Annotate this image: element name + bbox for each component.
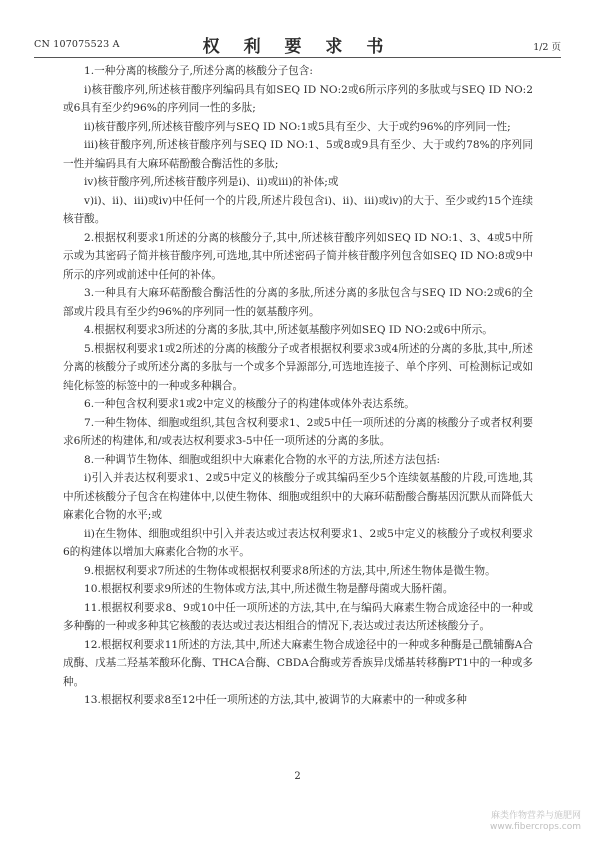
claims-body	[63, 62, 533, 710]
claim-subitem: i)引入并表达权利要求1、2或5中定义的核酸分子或其编码至少5个连续氨基酸的片段,可选地,其中所述核酸分子包含在构建体中,以使生物体、细胞或组织中的大麻环萜酚酸合酶基因沉默从而降低大麻素化合物的水平;或	[63, 472, 533, 521]
claim-paragraph: 3.一种具有大麻环萜酚酸合酶活性的分离的多肽,所述分离的多肽包含与SEQ ID NO:2或6的全部或片段具有至少约96%的序列同一性的氨基酸序列。	[63, 287, 533, 318]
claim-paragraph: 2.根据权利要求1所述的分离的核酸分子,其中,所述核苷酸序列如SEQ ID NO:1、3、4或5中所示或为其密码子简并核苷酸序列,可选地,其中所述密码子简并核苷酸序列包含如SEQ ID NO:8或9中所示的序列或前述中任何的补体。	[63, 231, 533, 281]
publication-number: CN 107075523 A	[34, 39, 120, 50]
claim-paragraph: 7.一种生物体、细胞或组织,其包含权利要求1、2或5中任一项所述的分离的核酸分子或者权利要求6所述的构建体,和/或表达权利要求3-5中任一项所述的分离的多肽。	[63, 416, 533, 447]
page-title: 权 利 要 求 书	[202, 37, 393, 57]
claim-paragraph: 8.一种调节生物体、细胞或组织中大麻素化合物的水平的方法,所述方法包括:	[84, 453, 441, 466]
claim-paragraph: 12.根据权利要求11所述的方法,其中,所述大麻素生物合成途径中的一种或多种酶是己酰辅酶A合成酶、戊基二羟基苯酸环化酶、THCA合酶、CBDA合酶或芳香族异戊烯基转移酶PT1中的一种或多种。	[63, 638, 533, 688]
page-number: 2	[294, 771, 301, 782]
claim-subitem: ii)核苷酸序列,所述核苷酸序列与SEQ ID NO:1或5具有至少、大于或约96%的序列同一性;	[84, 120, 511, 133]
watermark-url: www.fibercrops.com	[490, 822, 581, 832]
claim-paragraph: 5.根据权利要求1或2所述的分离的核酸分子或者根据权利要求3或4所述的分离的多肽,其中,所述分离的核酸分子或所述分离的多肽与一个或多个异源部分,可选地连接子、单个序列、可检测标记或如纯化标签的标签中的一种或多种耦合。	[63, 342, 533, 392]
claim-subitem: v)i)、ii)、iii)或iv)中任何一个的片段,所述片段包含i)、ii)、iii)或iv)的大于、至少或约15个连续核苷酸。	[63, 194, 533, 225]
claim-paragraph: 6.一种包含权利要求1或2中定义的核酸分子的构建体或体外表达系统。	[84, 398, 415, 410]
claim-subitem: iii)核苷酸序列,所述核苷酸序列与SEQ ID NO:1、5或8或9具有至少、大于或约78%的序列同一性并编码具有大麻环萜酚酸合酶活性的多肽;	[63, 139, 533, 170]
claim-subitem: ii)在生物体、细胞或组织中引入并表达或过表达权利要求1、2或5中定义的核酸分子或权利要求6的构建体以增加大麻素化合物的水平。	[63, 527, 533, 558]
claim-paragraph: 13.根据权利要求8至12中任一项所述的方法,其中,被调节的大麻素中的一种或多种	[84, 694, 467, 706]
claim-paragraph: 11.根据权利要求8、9或10中任一项所述的方法,其中,在与编码大麻素生物合成途径中的一种或多种酶的一种或多种其它核酸的表达或过表达相组合的情况下,表达或过表达所述核酸分子。	[63, 601, 533, 632]
watermark-site-name: 麻类作物营养与施肥网	[490, 811, 581, 821]
claim-subitem: i)核苷酸序列,所述核苷酸序列编码具有如SEQ ID NO:2或6所示序列的多肽或与SEQ ID NO:2或6具有至少约96%的序列同一性的多肽;	[63, 83, 533, 114]
claim-paragraph: 10.根据权利要求9所述的生物体或方法,其中,所述微生物是酵母菌或大肠杆菌。	[84, 583, 454, 595]
header-divider	[34, 57, 561, 58]
page-info: 1/2 页	[533, 42, 561, 53]
claim-paragraph: 1.一种分离的核酸分子,所述分离的核酸分子包含:	[84, 65, 313, 77]
claim-paragraph: 4.根据权利要求3所述的分离的多肽,其中,所述氨基酸序列如SEQ ID NO:2或6中所示。	[84, 324, 493, 336]
watermark	[490, 811, 581, 833]
claim-subitem: iv)核苷酸序列,所述核苷酸序列是i)、ii)或iii)的补体;或	[84, 176, 339, 188]
claim-paragraph: 9.根据权利要求7所述的生物体或根据权利要求8所述的方法,其中,所述生物体是微生物。	[84, 564, 496, 577]
page-header	[34, 30, 561, 56]
